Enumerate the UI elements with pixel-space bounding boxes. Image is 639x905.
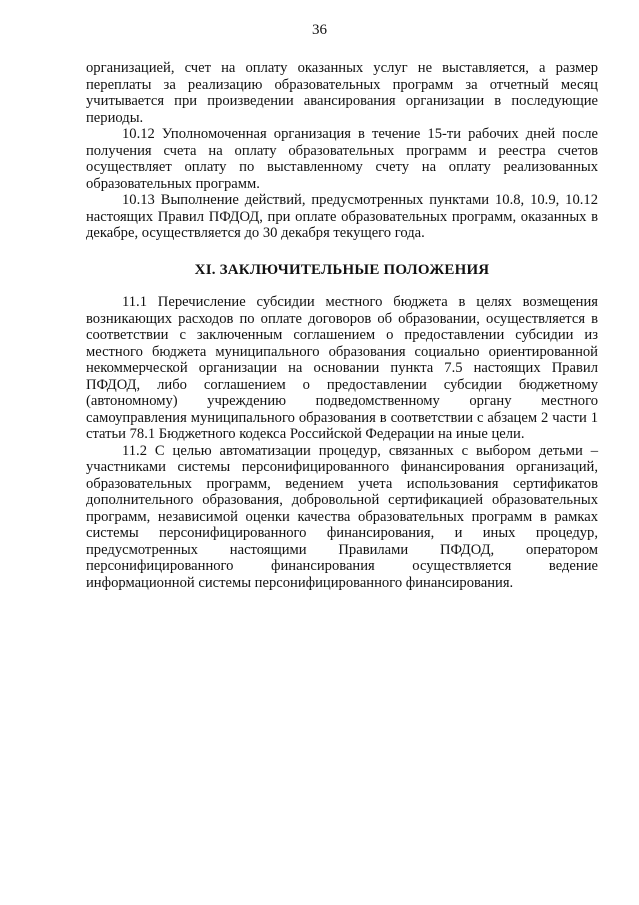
- paragraph-11-1: 11.1 Перечисление субсидии местного бюджета в целях возмещения возникающих расходов по оплате договоров об образовании, осуществляется в соответствии с заключенным соглашением о предоставлении субсидии из местного бюджета муниципального образования социально ориентированной некоммерческой организации на основании пункта 7.5 настоящих Правил ПФДОД, либо соглашением о предоставлении субсидии бюджетному (автономному) учреждению подведомственному органу местного самоуправления муниципального образования в соответствии с абзацем 2 части 1 статьи 78.1 Бюджетного кодекса Российской Федерации на иные цели.: [86, 294, 598, 442]
- paragraph-10-13: 10.13 Выполнение действий, предусмотренных пунктами 10.8, 10.9, 10.12 настоящих Правил ПФДОД, при оплате образовательных программ, оказанных в декабре, осуществляется до 30 декабря текущего года.: [86, 192, 598, 241]
- paragraph-continuation: организацией, счет на оплату оказанных услуг не выставляется, а размер переплаты за реализацию образовательных программ за отчетный месяц учитывается при произведении авансирования организации в последующие периоды.: [86, 60, 598, 126]
- section-heading: XI. ЗАКЛЮЧИТЕЛЬНЫЕ ПОЛОЖЕНИЯ: [194, 261, 490, 278]
- page-number: 36: [312, 22, 327, 38]
- document-body: [86, 60, 598, 591]
- paragraph-11-2: 11.2 С целью автоматизации процедур, связанных с выбором детьми – участниками системы персонифицированного финансирования организаций, образовательных программ, ведением учета использования сертификатов дополнительного образования, добровольной сертификацией образовательных программ, независимой оценки качества образовательных программ в рамках системы персонифицированного финансирования, и иных процедур, предусмотренных настоящими Правилами ПФДОД, оператором персонифицированного финансирования осуществляется ведение информационной системы персонифицированного финансирования.: [86, 442, 598, 591]
- paragraph-10-12: 10.12 Уполномоченная организация в течение 15-ти рабочих дней после получения счета на оплату образовательных программ и реестра счетов осуществляет оплату по выставленному счету на оплату реализованных образовательных программ.: [86, 126, 598, 192]
